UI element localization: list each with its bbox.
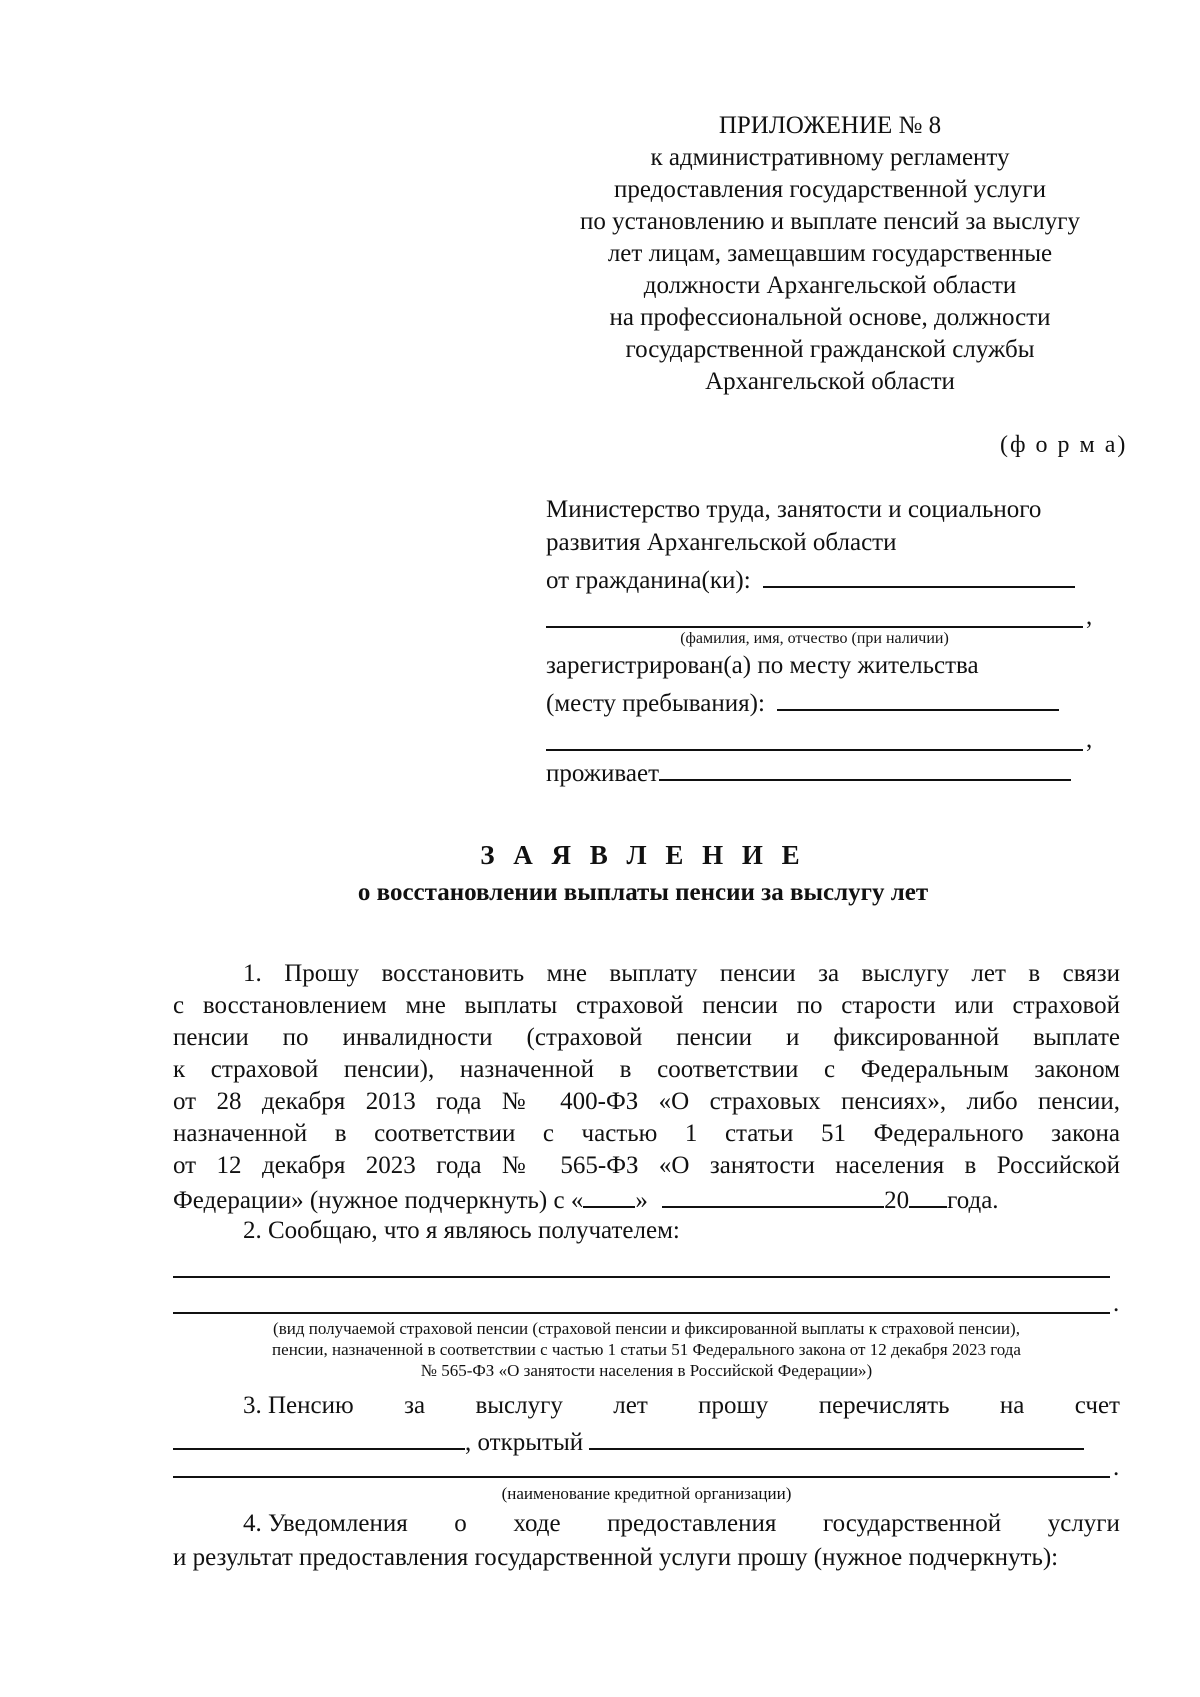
- paragraph-2: 2. Сообщаю, что я являюсь получателем:: [243, 1217, 680, 1244]
- paragraph-1-line: от 12 декабря 2023 года № 565-ФЗ «О занятости населения в Российской: [173, 1152, 1120, 1179]
- pension-type-field-continued[interactable]: [173, 1312, 1110, 1314]
- lives-row: [546, 755, 1106, 788]
- paragraph-1-line: от 28 декабря 2013 года № 400-ФЗ «О страховых пенсиях», либо пенсии,: [173, 1088, 1120, 1115]
- fio-hint: (фамилия, имя, отчество (при наличии): [680, 630, 949, 647]
- lives-label: проживает: [546, 760, 660, 787]
- p3-word: выслугу: [475, 1392, 563, 1419]
- opened-label: , открытый: [465, 1429, 584, 1456]
- year-suffix: года.: [947, 1187, 999, 1214]
- statement-subtitle: о восстановлении выплаты пенсии за выслугу лет: [357, 879, 929, 906]
- appendix-line: по установлению и выплате пенсий за выслугу: [579, 208, 1081, 235]
- year-prefix: 20: [884, 1187, 910, 1214]
- p3-word: прошу: [698, 1392, 769, 1419]
- stay-row: [546, 685, 1106, 718]
- paragraph-4-line-1: [243, 1510, 1120, 1538]
- p4-word: предоставления: [607, 1510, 777, 1537]
- residence-address-field[interactable]: [659, 755, 1071, 781]
- citizen-name-field-continued[interactable]: [546, 626, 1083, 628]
- appendix-line: предоставления государственной услуги: [613, 176, 1047, 203]
- pension-type-hint: [173, 1318, 1120, 1381]
- paragraph-1-line: с восстановлением мне выплаты страховой пенсии по старости или страховой: [173, 992, 1120, 1019]
- addressee-line-1: Министерство труда, занятости и социального: [546, 496, 1042, 523]
- p4-word: услуги: [1047, 1510, 1120, 1537]
- registered-label: зарегистрирован(а) по месту жительства: [546, 652, 979, 679]
- from-citizen-label: от гражданина(ки):: [546, 567, 751, 594]
- period: .: [1113, 1454, 1120, 1481]
- hint-line: (вид получаемой страховой пенсии (страховой пенсии и фиксированной выплаты к страховой пенсии),: [273, 1319, 1020, 1338]
- p4-word: ходе: [513, 1510, 561, 1537]
- p3-word: за: [404, 1392, 426, 1419]
- p3-word: 3. Пенсию: [243, 1392, 354, 1419]
- appendix-line: должности Архангельской области: [643, 272, 1017, 299]
- paragraph-1-line: назначенной в соответствии с частью 1 статьи 51 Федерального закона: [173, 1120, 1120, 1147]
- comma: ,: [1086, 726, 1093, 753]
- p3-word: лет: [613, 1392, 648, 1419]
- bank-name-field-continued[interactable]: [173, 1476, 1110, 1478]
- p3-word: счет: [1074, 1392, 1120, 1419]
- month-field[interactable]: [662, 1182, 884, 1208]
- p4-word: о: [454, 1510, 467, 1537]
- comma: ,: [1086, 603, 1093, 630]
- bank-name-field[interactable]: [589, 1424, 1084, 1450]
- p3-word: перечислять: [818, 1392, 950, 1419]
- paragraph-3-line-2: [173, 1424, 1120, 1459]
- statement-title: З А Я В Л Е Н И Е: [480, 840, 806, 870]
- appendix-line: к административному регламенту: [650, 144, 1010, 171]
- paragraph-3-line-1: [243, 1392, 1120, 1420]
- paragraph-1-date-row: [173, 1182, 1120, 1217]
- paragraph-1-line: пенсии по инвалидности (страховой пенсии и фиксированной выплате: [173, 1024, 1120, 1051]
- from-citizen-row: [546, 562, 1106, 595]
- appendix-line: лет лицам, замещавшим государственные: [607, 240, 1053, 267]
- paragraph-1-line: 1. Прошу восстановить мне выплату пенсии за выслугу лет в связи: [243, 960, 1120, 987]
- registration-address-field[interactable]: [777, 685, 1059, 711]
- paragraph-4-line-2: и результат предоставления государственной услуги прошу (нужное подчеркнуть):: [173, 1544, 1059, 1571]
- p3-word: на: [999, 1392, 1025, 1419]
- hint-line: № 565-ФЗ «О занятости населения в Российской Федерации»): [420, 1361, 873, 1380]
- quote-close: »: [635, 1187, 648, 1214]
- p4-word: 4. Уведомления: [243, 1510, 408, 1537]
- appendix-header: [540, 110, 1120, 398]
- account-number-field[interactable]: [173, 1424, 465, 1450]
- bank-name-hint: (наименование кредитной организации): [501, 1484, 792, 1503]
- appendix-line: ПРИЛОЖЕНИЕ № 8: [718, 112, 942, 139]
- day-field[interactable]: [583, 1182, 635, 1208]
- p4-word: государственной: [822, 1510, 1002, 1537]
- stay-label: (месту пребывания):: [546, 690, 765, 717]
- paragraph-1-last-text: Федерации» (нужное подчеркнуть) с «: [173, 1187, 584, 1214]
- addressee-line-2: развития Архангельской области: [546, 529, 897, 556]
- appendix-line: на профессиональной основе, должности: [609, 304, 1051, 331]
- appendix-line: государственной гражданской службы: [625, 336, 1035, 363]
- year-field[interactable]: [909, 1182, 947, 1208]
- citizen-name-field[interactable]: [763, 562, 1075, 588]
- form-label: (ф о р м а): [1000, 432, 1128, 458]
- period: .: [1113, 1290, 1120, 1317]
- hint-line: пенсии, назначенной в соответствии с частью 1 статьи 51 Федерального закона от 12 декабря 2023 года: [272, 1340, 1021, 1359]
- appendix-line: Архангельской области: [705, 368, 955, 395]
- registration-address-field-continued[interactable]: [546, 749, 1083, 751]
- paragraph-1-line: к страховой пенсии), назначенной в соответствии с Федеральным законом: [173, 1056, 1120, 1083]
- pension-type-field[interactable]: [173, 1276, 1110, 1278]
